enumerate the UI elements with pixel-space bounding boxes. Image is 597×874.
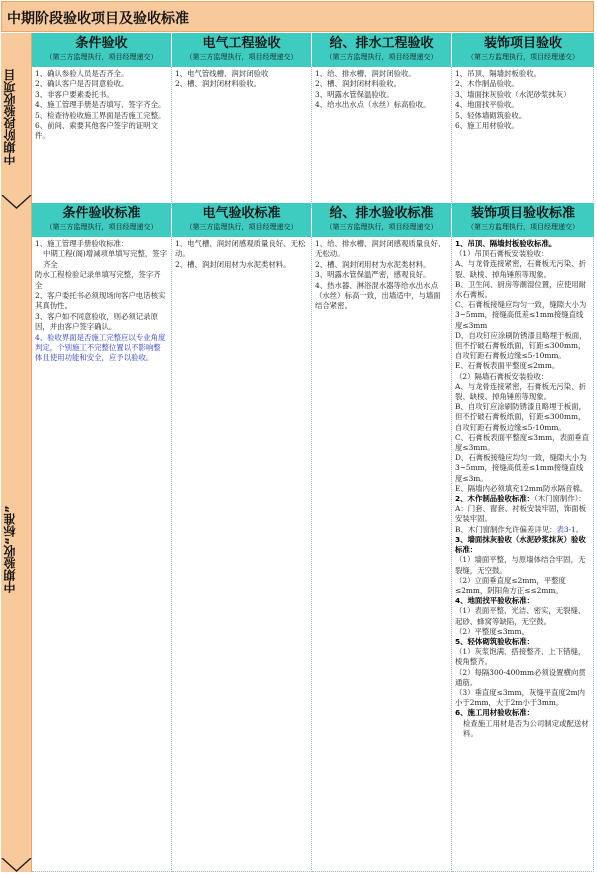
decoration-standard-line xyxy=(455,300,590,331)
decoration-standard-line xyxy=(455,535,590,555)
decoration-standard-line xyxy=(455,708,590,718)
decoration-standard-text: A、与龙骨连接紧密，石膏板无污染、折裂、缺棱、掉角锤煎等现象。 xyxy=(455,259,586,279)
header-plumbing-standard: 给、排水验收标准 （第三方监理执行，项目经理递交） xyxy=(312,203,451,237)
decoration-standard-line xyxy=(455,280,590,300)
table-reference-link[interactable]: 表3-1。 xyxy=(556,524,584,534)
cell-condition-standard: 1、施工管理手册验收标准： 中期工程(阁)增减项单填写完整，签字齐全 防水工程检验记录单填写完整，签字齐全 2、客户委托书必须现场向客户电话核实其真伪性。 3、客户如不同意验收，则必须记录原因，并由客户签字确认。 4、验收界面是否施工完整应以专业角度判定，个别施工不完整位置以不影响整体且使用功能和安全，应予以验收。 xyxy=(32,237,172,872)
chevron-down-icon xyxy=(1,195,32,209)
decoration-standard-text: 2、木作制品验收标准： xyxy=(455,494,535,504)
decoration-standard-text: A、与龙骨连接紧密，石膏板无污染、折裂、缺棱、掉角锤煎等现象。 xyxy=(455,381,586,402)
page-title: 中期阶段验收项目及验收标准 xyxy=(7,11,189,27)
decoration-standard-line xyxy=(455,402,590,433)
header-decoration-check: 装饰项目验收 （第三方监理执行，项目经理递交） xyxy=(452,33,594,67)
cell-condition-items: 1、确认参验人员是否齐全。 2、确认客户是否同意验收。 3、非客户要素委托书。 4、施工管理手册是否填写、签字齐全。 5、检查待验收施工界面是否施工完整。 6、前间、索要其他客户签字的证明文件。 xyxy=(32,67,172,208)
decoration-standard-line xyxy=(455,606,590,626)
decoration-standard-line xyxy=(455,494,590,504)
section-label-items xyxy=(1,33,32,209)
decoration-standard-text: 1、吊顶、隔墙封板验收标准。 xyxy=(455,239,557,248)
decoration-standard-text: （1）表面平整、光洁、密实，无裂缝、起砂、蜂窝等缺陷，无空鼓。 xyxy=(455,606,586,626)
decoration-standard-line xyxy=(455,668,590,688)
decoration-standard-text: （2）立面垂直度≤2mm，平整度≤2mm，阴阳角方正≤≤2mm。 xyxy=(455,575,566,595)
decoration-standard-text: A：门套、窗套、衬板安装牢固，饰面板安装牢固。 xyxy=(455,504,586,524)
decoration-standard-text: （2）每隔300-400mm必须设置横向贯通筋。 xyxy=(455,667,586,687)
decoration-standard-line xyxy=(455,259,590,279)
decoration-standard-text: C、石膏板接缝应均匀一致，缝隙大小为3~5mm，接缝高低差≤1mm接缝直线度≤3mm xyxy=(455,300,587,330)
decoration-standard-text: 4、地面找平验收标准： xyxy=(455,596,535,606)
decoration-standard-line xyxy=(455,647,590,667)
decoration-standard-text: （2）平整度≤3mm。 xyxy=(455,626,529,636)
decoration-standard-text: 检查施工用材是否为公司制定或配送材料。 xyxy=(463,718,589,738)
page-title-bar xyxy=(1,1,594,32)
header-condition-check: 条件验收 （第三方监理执行，项目经理递交） xyxy=(32,33,171,67)
section-label-items-text: 中期阶段验收项目 xyxy=(3,69,17,165)
decoration-standard-line xyxy=(455,382,590,402)
section-label-standards xyxy=(1,209,32,872)
decoration-standard-line xyxy=(455,331,590,362)
decoration-standard-text: （1）灰浆饱满、搭接整齐、上下错缝，棱角整齐。 xyxy=(455,647,586,667)
decoration-standard-line xyxy=(455,484,590,494)
decoration-standard-line xyxy=(455,453,590,484)
decoration-standard-tail: （木门窗制作）： xyxy=(534,494,586,504)
decoration-standard-line xyxy=(455,433,590,453)
cell-decoration-items: 1、吊顶、隔墙封板验收。 2、木作制品验收。 3、墙面抹灰验收（水泥砂浆抹灰） 4、地面找平验收。 5、轻体墙砌筑验收。 6、施工用材验收。 xyxy=(452,67,594,208)
decoration-standard-text: D、自攻钉应涂刷防锈漆且略埋于板面，但不拧破石膏板纸面，钉距≤300mm，自攻钉距石膏板边缘≤5-10mm。 xyxy=(455,330,587,361)
decoration-standard-line xyxy=(455,249,590,259)
cell-decoration-standard xyxy=(452,237,594,872)
chevron-down-icon xyxy=(1,858,32,872)
section-label-standards-text: 中期验收“标准” xyxy=(3,505,17,593)
decoration-standard-line xyxy=(455,361,590,371)
header-condition-standard: 条件验收标准 （第三方监理执行，项目经理递交） xyxy=(32,203,171,237)
decoration-standard-text: 5、轻体砌筑验收标准： xyxy=(455,636,535,646)
decoration-standard-line xyxy=(455,372,590,382)
cell-electrical-standard: 1、电气槽、润封闭感观质量良好、无松动。 2、槽、润封闭用材为水泥类材料。 xyxy=(172,237,312,872)
decoration-standard-text: （1）吊顶石膏板安装验收： xyxy=(455,249,549,259)
header-decoration-standard: 装饰项目验收标准 （第三方监理执行，项目经理递交） xyxy=(452,203,594,237)
decoration-standard-line xyxy=(455,637,590,647)
decoration-standard-text: E、石膏板表面平整度≤2mm。 xyxy=(455,361,560,371)
decoration-standard-line xyxy=(455,596,590,606)
decoration-standard-line xyxy=(455,627,590,637)
decoration-standard-text: C、石膏板表面平整度≤3mm，表面垂直度≤3mm。 xyxy=(455,432,590,453)
decoration-standard-text: （3）垂直度≤3mm，灰缝平直度2m内小于2mm，大于2m小于3mm。 xyxy=(455,687,586,708)
decoration-standard-line xyxy=(455,504,590,524)
decoration-standard-line xyxy=(455,525,590,535)
decoration-standard-line xyxy=(455,688,590,708)
cell-plumbing-items: 1、给、排水槽、润封闭验收。 2、槽、润封闭材料验收。 3、明露水管保温验收。 4、给水出水点（水丝）标高验收。 xyxy=(312,67,452,208)
decoration-standard-text: 3、墙面抹灰验收（水泥砂浆抹灰）验收标准： xyxy=(455,534,586,555)
decoration-standard-text: （1）墙面平整，与原墙体结合牢固，无裂缝，无空鼓。 xyxy=(455,555,586,575)
cell-electrical-items: 1、电气管线槽、润封闭验收 2、槽、润封闭材料验收。 xyxy=(172,67,312,208)
decoration-standard-text: B、木门窗制作允许偏差详见： xyxy=(455,524,557,534)
decoration-standard-line xyxy=(455,576,590,596)
decoration-standard-text: E、隔墙内必须填充12mm防水隔音棉。 xyxy=(455,483,588,493)
header-electrical-check: 电气工程验收 （第三方监理执行，项目经理递交） xyxy=(172,33,311,67)
decoration-standard-line xyxy=(455,555,590,575)
header-electrical-standard: 电气验收标准 （第三方监理执行，项目经理递交） xyxy=(172,203,311,237)
decoration-standard-text: （2）隔墙石膏板安装验收： xyxy=(455,371,549,381)
cell-plumbing-standard: 1、给、排水槽、润封闭感观质量良好、无松动。 2、槽、润封闭用材为水泥类材料。 3、明露水管保温严密，感观良好。 4、热水器、淋浴混水器等给水出水点（水丝）标高一致，出墙适中，与墙面结合紧密。 xyxy=(312,237,452,872)
header-plumbing-check: 给、排水工程验收 （第三方监理执行，项目经理递交） xyxy=(312,33,451,67)
decoration-standard-text: 6、施工用材验收标准： xyxy=(455,708,535,718)
decoration-standard-text: B、卫生间、厨房等潮湿位置，应使用耐水石膏板。 xyxy=(455,279,587,300)
decoration-standard-line xyxy=(455,719,590,739)
decoration-standard-line xyxy=(455,239,590,249)
decoration-standard-text: D、石膏板接缝应均匀一致，缝隙大小为3~5mm，接缝高低差≤1mm接缝直线度≤3m。 xyxy=(455,453,587,483)
decoration-standard-text: B、自攻钉应涂刷防锈漆且略埋于板面，但不拧破石膏板纸面，钉距≤300mm，自攻钉距石膏板边缘≤5-10mm。 xyxy=(455,402,587,432)
